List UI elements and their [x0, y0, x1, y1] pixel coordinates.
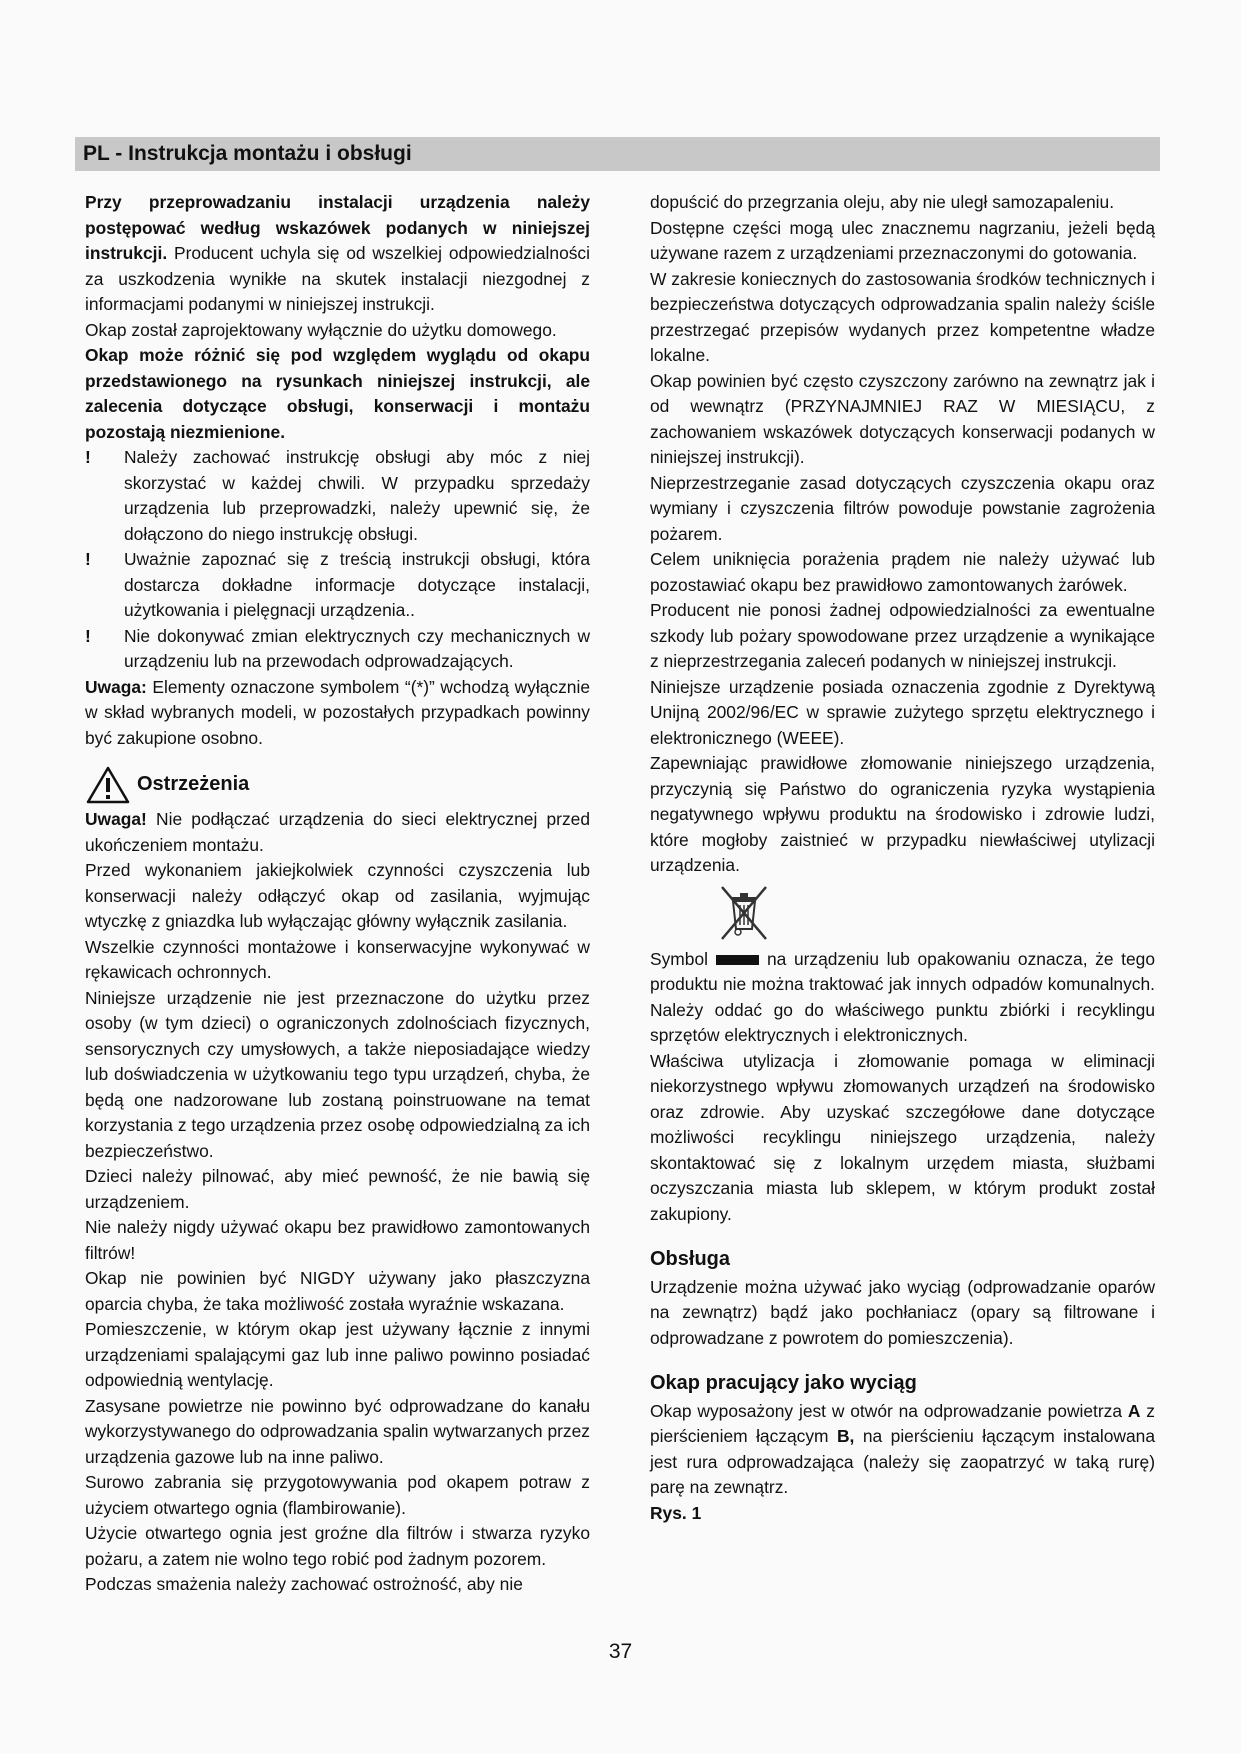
domestic-use: Okap został zaprojektowany wyłącznie do użytku domowego. — [85, 319, 557, 340]
warning-paragraph: Podczas smażenia należy zachować ostrożność, aby nie — [85, 1574, 523, 1594]
exclamation-mark: ! — [85, 549, 91, 569]
info-paragraph: Producent nie ponosi żadnej odpowiedzialności za ewentualne szkody lub pożary spowodowane przez urządzenie a wynikające z nieprzestrzegania zaleceń podanych w niniejszej instrukcji. — [650, 600, 1155, 671]
bang-text: Uważnie zapoznać się z treścią instrukcji obsługi, która dostarcza dokładne informacje dotyczące instalacji, użytkowania i pielęgnacji urządzenia.. — [124, 549, 590, 620]
warning-paragraph: Pomieszczenie, w którym okap jest używany łącznie z innymi urządzeniami spalającymi gaz lub inne paliwo powinno posiadać odpowiednią wentylację. — [85, 1319, 590, 1390]
page-title: PL - Instrukcja montażu i obsługi — [83, 142, 412, 165]
exclamation-mark: ! — [85, 625, 91, 646]
intro-rest: Producent uchyla się od wszelkiej odpowiedzialności za uszkodzenia wynikłe na skutek instalacji niezgodnej z informacjami podanymi w niniejszej instrukcji. — [85, 243, 590, 314]
appearance-note: Okap może różnić się pod względem wyglądu od okapu przedstawionego na rysunkach niniejszej instrukcji, ale zalecenia dotyczące obsługi, konserwacji i montażu pozostają niezmienione. — [85, 345, 590, 442]
extraction-text-3: na pierścieniu łączącym instalowana jest rura odprowadzająca (należy się zaopatrzyć w taką rurę) parę na zewnątrz. — [650, 1426, 1155, 1497]
warning-paragraph: Dzieci należy pilnować, aby mieć pewność, że nie bawią się urządzeniem. — [85, 1166, 590, 1212]
warning-first: Nie podłączać urządzenia do sieci elektrycznej przed ukończeniem montażu. — [85, 809, 590, 855]
right-column — [650, 190, 1155, 1526]
section-header — [75, 137, 1160, 171]
intro-paragraph — [85, 190, 590, 318]
weee-bar-icon — [716, 955, 759, 965]
extraction-text-2: z pierścieniem łączącym — [650, 1400, 1155, 1446]
weee-figure — [650, 879, 1155, 947]
info-paragraph: W zakresie koniecznych do zastosowania środków technicznych i bezpieczeństwa dotyczących odprowadzania spalin należy ściśle przestrzegać przepisów wydanych przez kompetentne władze lokalne. — [650, 268, 1155, 365]
info-paragraph: Dostępne części mogą ulec znacznemu nagrzaniu, jeżeli będą używane razem z urządzeniami przeznaczonymi do gotowania. — [650, 217, 1155, 263]
warning-label: Uwaga! — [85, 809, 147, 829]
page-number: 37 — [608, 1640, 633, 1663]
warning-paragraph — [85, 807, 590, 858]
exclamation-mark: ! — [85, 447, 91, 467]
warnings-title: Ostrzeżenia — [137, 773, 250, 796]
bang-text: Należy zachować instrukcję obsługi aby móc z niej skorzystać w każdej chwili. W przypadku sprzedaży urządzenia lub przeprowadzki, należy upewnić się, że dołączono do niego instrukcję obsługi. — [124, 447, 590, 544]
bang-item — [85, 547, 590, 624]
crossed-bin-icon — [716, 883, 772, 943]
warning-paragraph: Okap nie powinien być NIGDY używany jako płaszczyzna oparcia chyba, że taka możliwość została wyraźnie wskazana. — [85, 1268, 590, 1314]
note-paragraph — [85, 675, 590, 752]
info-paragraph: Nieprzestrzeganie zasad dotyczących czyszczenia okapu oraz wymiany i czyszczenia filtrów powoduje powstanie zagrożenia pożarem. — [650, 472, 1155, 544]
label-b: B, — [837, 1426, 855, 1446]
symbol-rest: na urządzeniu lub opakowaniu oznacza, że tego produktu nie można traktować jak innych odpadów komunalnych. Należy oddać go do właściwego punktu zbiórki i recyklingu sprzętów elektrycznych i elektronicznych. — [650, 948, 1155, 1045]
intro-bold: Przy przeprowadzaniu instalacji urządzenia należy postępować według wskazówek podanych w niniejszej instrukcji. — [85, 192, 590, 263]
info-paragraph: Celem uniknięcia porażenia prądem nie należy używać lub pozostawiać okapu bez prawidłowo zamontowanych żarówek. — [650, 549, 1155, 595]
bang-item — [85, 445, 590, 547]
bang-text: Nie dokonywać zmian elektrycznych czy mechanicznych w urządzeniu lub na przewodach odprowadzających. — [124, 625, 590, 671]
info-paragraph: Zapewniając prawidłowe złomowanie niniejszego urządzenia, przyczynią się Państwo do ograniczenia ryzyka wystąpienia negatywnego wpływu produktu na środowisko i zdrowie ludzi, które mogłoby zaistnieć w przypadku niewłaściwej utylizacji urządzenia. — [650, 753, 1155, 875]
warning-paragraph: Wszelkie czynności montażowe i konserwacyjne wykonywać w rękawicach ochronnych. — [85, 936, 590, 982]
use-heading: Obsługa — [650, 1248, 731, 1270]
extraction-text-1: Okap wyposażony jest w otwór na odprowadzanie powietrza — [650, 1400, 1128, 1421]
label-a: A — [1127, 1400, 1141, 1421]
bang-item — [85, 624, 590, 675]
info-paragraph: Okap powinien być często czyszczony zarówno na zewnątrz jak i od wewnątrz (PRZYNAJMNIEJ RAZ W MIESIĄCU, z zachowaniem wskazówek dotyczących konserwacji podanych w niniejszej instrukcji). — [650, 370, 1155, 467]
warning-paragraph: Przed wykonaniem jakiejkolwiek czynności czyszczenia lub konserwacji należy odłączyć okap od zasilania, wyjmując wtyczkę z gniazdka lub wyłączając główny wyłącznik zasilania. — [85, 860, 590, 931]
symbol-paragraph — [650, 947, 1155, 1049]
info-paragraph: Niniejsze urządzenie posiada oznaczenia zgodnie z Dyrektywą Unijną 2002/96/EC w sprawie zużytego sprzętu elektrycznego i elektronicznego (WEEE). — [650, 676, 1155, 748]
warning-paragraph: Niniejsze urządzenie nie jest przeznaczone do użytku przez osoby (w tym dzieci) o ograniczonych zdolnościach fizycznych, sensorycznych czy umysłowych, a także nieposiadające wiedzy lub doświadczenia w użytkowaniu tego typu urządzeń, chyba, że będą one nadzorowane lub zostaną poinstruowane na temat korzystania z tego urządzenia przez osobę odpowiedzialną za ich bezpieczeństwo. — [85, 987, 590, 1161]
warning-paragraph: Nie należy nigdy używać okapu bez prawidłowo zamontowanych filtrów! — [85, 1217, 590, 1263]
disposal-paragraph: Właściwa utylizacja i złomowanie pomaga w eliminacji niekorzystnego wpływu złomowanych urządzeń na środowisko oraz zdrowie. Aby uzyskać szczegółowe dane dotyczące możliwości recyklingu niniejszego urządzenia, należy skontaktować się z lokalnym urzędem miasta, służbami oczyszczania miasta lub sklepem, w którym produkt został zakupiony. — [650, 1050, 1155, 1224]
warning-paragraph: Użycie otwartego ognia jest groźne dla filtrów i stwarza ryzyko pożaru, a zatem nie wolno tego robić pod żadnym pozorem. — [85, 1523, 590, 1569]
symbol-word: Symbol — [650, 948, 708, 969]
note-label: Uwaga: — [85, 676, 147, 697]
extraction-heading: Okap pracujący jako wyciąg — [650, 1372, 917, 1394]
note-text: Elementy oznaczone symbolem “(*)” wchodzą wyłącznie w skład wybranych modeli, w pozostałych przypadkach powinny być zakupione osobno. — [85, 676, 590, 748]
warnings-heading — [85, 765, 590, 805]
info-paragraph: dopuścić do przegrzania oleju, aby nie uległ samozapaleniu. — [650, 192, 1115, 212]
warning-triangle-icon — [85, 765, 131, 805]
left-column — [85, 190, 590, 1598]
extraction-paragraph — [650, 1399, 1155, 1501]
warning-paragraph: Surowo zabrania się przygotowywania pod okapem potraw z użyciem otwartego ognia (flambirowanie). — [85, 1472, 590, 1518]
figure-reference: Rys. 1 — [650, 1502, 702, 1523]
use-paragraph: Urządzenie można używać jako wyciąg (odprowadzanie oparów na zewnątrz) bądź jako pochłaniacz (opary są filtrowane i odprowadzane z powrotem do pomieszczenia). — [650, 1276, 1155, 1348]
warning-paragraph: Zasysane powietrze nie powinno być odprowadzane do kanału wykorzystywanego do odprowadzania spalin wytwarzanych przez urządzenia gazowe lub na inne paliwo. — [85, 1395, 590, 1467]
